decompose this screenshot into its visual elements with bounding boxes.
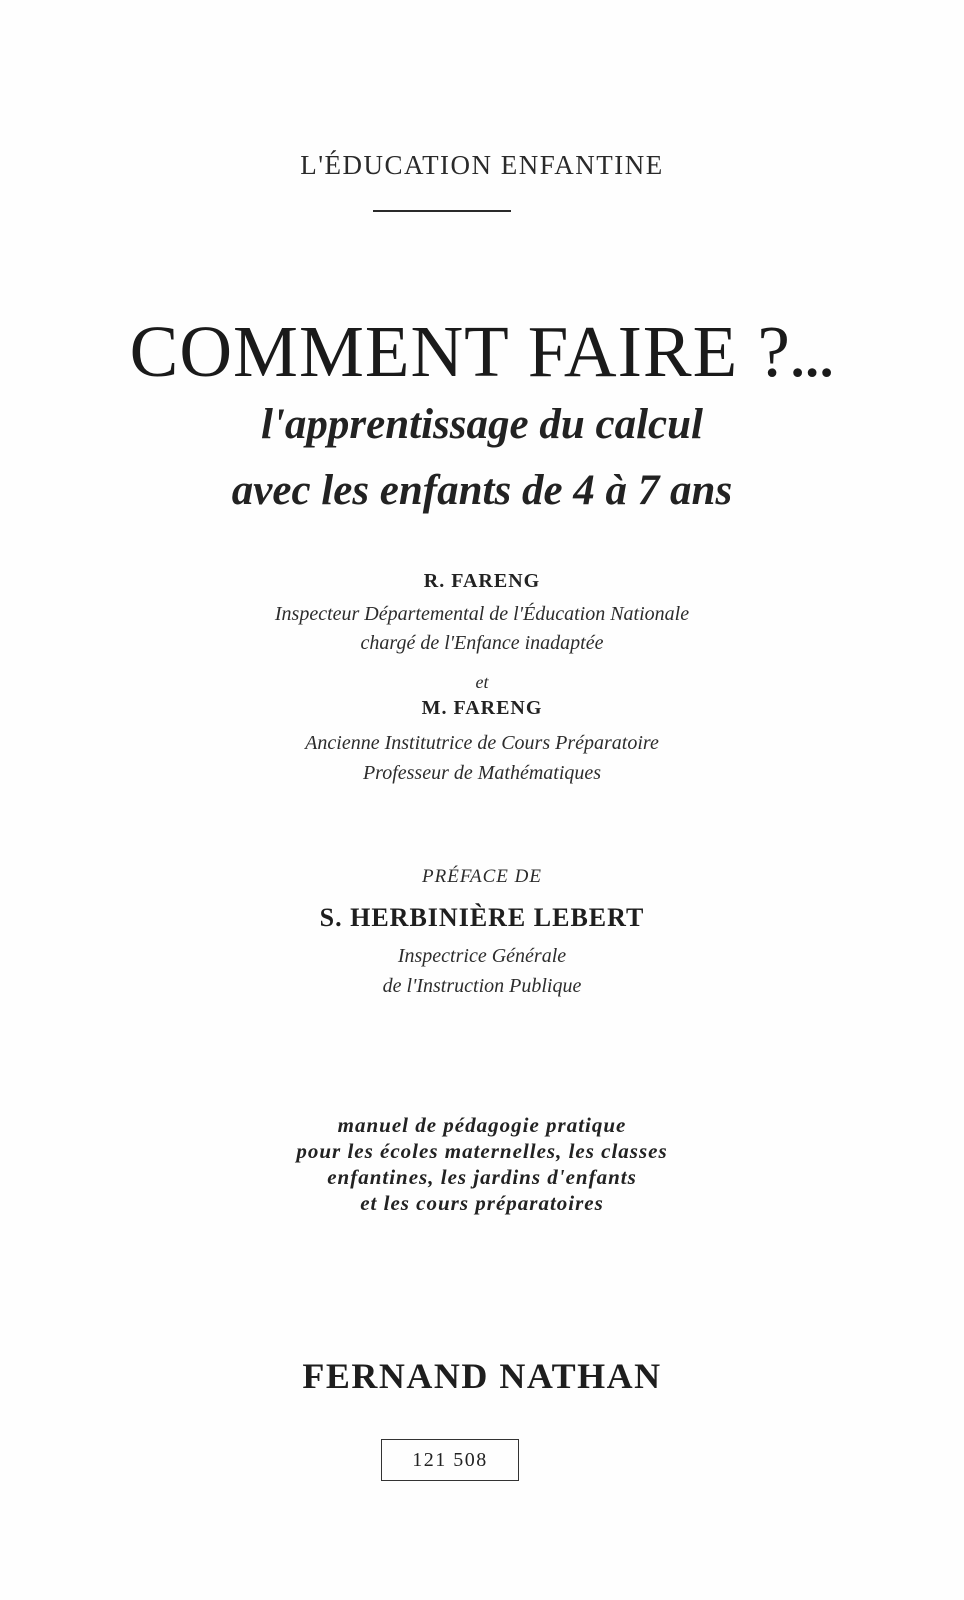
catalog-code: 121 508 (412, 1449, 488, 1471)
book-title (0, 310, 964, 394)
description-line-4: et les cours préparatoires (360, 1191, 604, 1215)
preface-author-role-2: de l'Instruction Publique (382, 975, 582, 997)
subtitle-line-1: l'apprentissage du calcul (261, 401, 703, 448)
author-conjunction: et (475, 672, 489, 692)
description-line-3: enfantines, les jardins d'enfants (327, 1165, 637, 1189)
book-title-dots: ... (790, 328, 835, 388)
collection-name: L'ÉDUCATION ENFANTINE (300, 150, 664, 180)
preface-author-name: S. HERBINIÈRE LEBERT (319, 903, 645, 932)
author-1-role-1: Inspecteur Départemental de l'Éducation Nationale (274, 603, 690, 625)
author-2-role-1: Ancienne Institutrice de Cours Préparatoire (305, 732, 659, 754)
author-2-name: M. FARENG (421, 697, 543, 719)
description-line-1: manuel de pédagogie pratique (337, 1113, 627, 1137)
preface-label: PRÉFACE DE (422, 866, 542, 887)
divider-rule (373, 210, 511, 212)
subtitle-line-2: avec les enfants de 4 à 7 ans (231, 467, 733, 514)
author-1-role-2: chargé de l'Enfance inadaptée (360, 632, 604, 654)
preface-author-role-1: Inspectrice Générale (397, 945, 567, 967)
description-line-2: pour les écoles maternelles, les classes (296, 1139, 668, 1163)
publisher-name: FERNAND NATHAN (302, 1356, 662, 1396)
author-2-role-2: Professeur de Mathématiques (362, 762, 602, 784)
book-title-main: COMMENT FAIRE ? (129, 311, 791, 392)
author-1-name: R. FARENG (423, 570, 541, 592)
catalog-code-box (381, 1439, 519, 1481)
